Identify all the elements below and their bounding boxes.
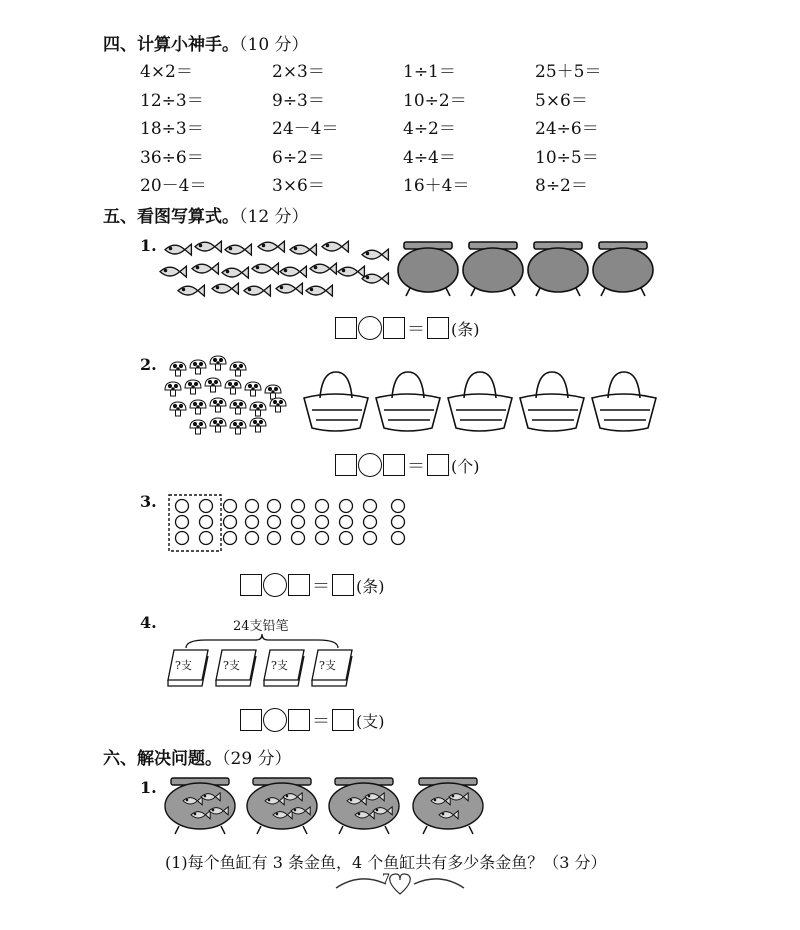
item-number: 2.: [140, 355, 157, 374]
item-number: 4.: [140, 613, 157, 632]
answer-box[interactable]: [335, 454, 357, 476]
page-ornament: [330, 868, 470, 898]
section-6-points: （29 分）: [222, 749, 292, 769]
pencil-box-label: ?支: [271, 659, 288, 672]
pencil-box-label: ?支: [175, 659, 192, 672]
unit-label: (个): [451, 456, 480, 476]
answer-box[interactable]: [288, 574, 310, 596]
calc-problem: 24÷6＝: [535, 119, 599, 139]
equation-blank-3: [240, 572, 385, 598]
unit-label: (条): [356, 576, 385, 596]
operator-circle[interactable]: [263, 573, 287, 597]
answer-box[interactable]: [332, 709, 354, 731]
baskets-illustration: [300, 368, 662, 440]
item-number: 1.: [140, 778, 157, 797]
calc-problem: 4÷2＝: [403, 119, 456, 139]
page-number: 7: [382, 872, 391, 887]
fishbowls-with-fish-illustration: [165, 776, 495, 838]
equals-sign: ＝: [312, 576, 330, 597]
answer-box[interactable]: [288, 709, 310, 731]
operator-circle[interactable]: [358, 453, 382, 477]
equals-sign: ＝: [407, 456, 425, 477]
answer-box[interactable]: [383, 454, 405, 476]
operator-circle[interactable]: [263, 708, 287, 732]
answer-box[interactable]: [240, 574, 262, 596]
equals-sign: ＝: [312, 711, 330, 732]
calc-problem: 1÷1＝: [403, 62, 456, 82]
pencil-box-label: ?支: [223, 659, 240, 672]
section-4-points: （10 分）: [239, 35, 309, 55]
calc-problem: 10÷2＝: [403, 90, 467, 111]
section-6-title: 六、解决问题。: [103, 749, 222, 769]
calc-problem: 16＋4＝: [403, 176, 470, 196]
calc-problem: 9÷3＝: [272, 90, 325, 111]
answer-box[interactable]: [240, 709, 262, 731]
calc-problem: 18÷3＝: [140, 119, 204, 139]
calc-problem: 5×6＝: [535, 90, 588, 111]
calc-problem: 24－4＝: [272, 119, 339, 139]
answer-box[interactable]: [332, 574, 354, 596]
item-number: 3.: [140, 492, 157, 511]
calc-problem: 20－4＝: [140, 176, 207, 196]
section-5-title: 五、看图写算式。: [103, 207, 239, 227]
calc-problem: 8÷2＝: [535, 176, 588, 196]
unit-label: (条): [451, 319, 480, 339]
calc-problem: 4×2＝: [140, 62, 193, 82]
equation-blank-2: [335, 452, 480, 478]
pencil-box-label: ?支: [319, 659, 336, 672]
item-number: 1.: [140, 236, 157, 255]
calc-problem: 4÷4＝: [403, 147, 456, 168]
calc-problem: 25＋5＝: [535, 62, 602, 82]
question-text: (1)每个鱼缸有 3 条金鱼，4 个鱼缸共有多少条金鱼？（3 分）: [165, 853, 607, 872]
circles-grid-illustration: [168, 494, 418, 554]
equation-blank-4: [240, 707, 385, 733]
section-6-heading: [103, 744, 292, 769]
pencil-boxes-illustration: [166, 632, 366, 692]
calc-problem: 2×3＝: [272, 62, 325, 82]
calc-problem: 12÷3＝: [140, 90, 204, 111]
calc-problem: 10÷5＝: [535, 147, 599, 168]
brace-label: 24支铅笔: [233, 619, 289, 634]
calc-problem: 3×6＝: [272, 176, 325, 196]
section-5-points: （12 分）: [239, 207, 309, 227]
equals-sign: ＝: [407, 319, 425, 340]
calc-problem: 36÷6＝: [140, 147, 204, 168]
section-4-title: 四、计算小神手。: [103, 35, 239, 55]
answer-box[interactable]: [427, 454, 449, 476]
unit-label: (支): [356, 711, 385, 731]
calc-problem: 6÷2＝: [272, 147, 325, 168]
